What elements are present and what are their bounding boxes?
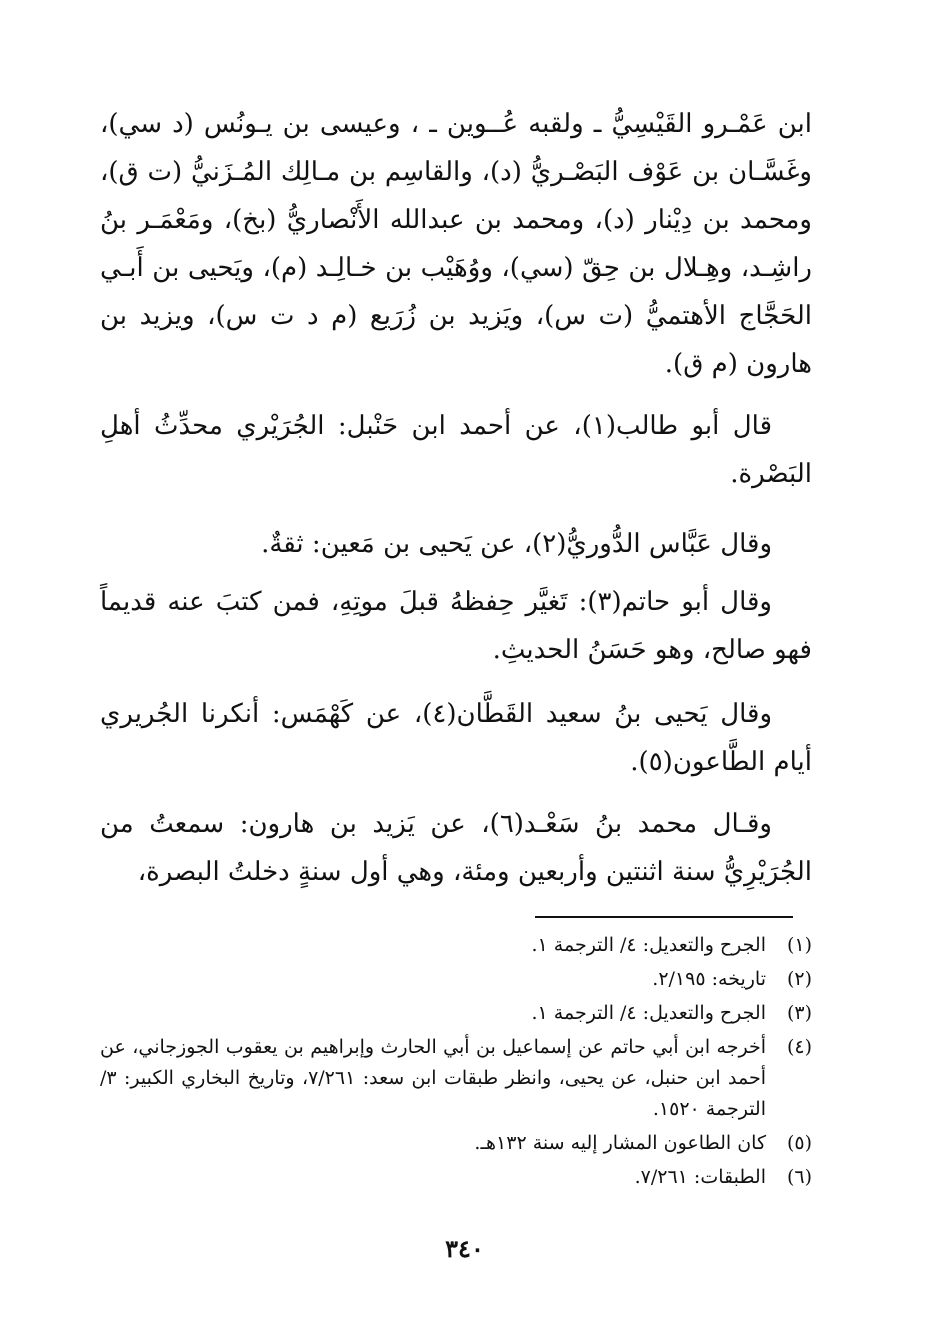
yahya-qattan-paragraph: وقال يَحيى بنُ سعيد القَطَّان(٤)، عن كَهْمَس: أنكرنا الجُريري أيام الطَّاعون(٥). <box>100 699 812 777</box>
footnote-item <box>100 930 812 961</box>
abbas-paragraph: وقال عَبَّاس الدُّوريُّ(٢)، عن يَحيى بن مَعين: ثقةٌ. <box>261 529 772 559</box>
footnote-number: (٦) <box>786 1166 812 1188</box>
footnote-number: (١) <box>786 934 812 956</box>
footnote-item <box>100 1162 812 1193</box>
abu-talib-paragraph: قال أبو طالب(١)، عن أحمد ابن حَنْبل: الجُرَيْري محدِّثُ أهلِ البَصْرة. <box>100 411 812 489</box>
footnote-number: (٥) <box>786 1132 812 1154</box>
footnote-item <box>100 998 812 1029</box>
footnote-divider <box>535 916 793 918</box>
page-number: ٣٤٠ <box>445 1234 484 1263</box>
footnote-item <box>100 1128 812 1159</box>
footnote-text: تاريخه: ٢/١٩٥. <box>652 968 766 990</box>
footnote-text: الطبقات: ٧/٢٦١. <box>634 1166 766 1188</box>
footnote-number: (٣) <box>786 1002 812 1024</box>
footnote-text: أخرجه ابن أبي حاتم عن إسماعيل بن أبي الحارث وإبراهيم بن يعقوب الجوزجاني، عن أحمد ابن حنبل، عن يحيى، وانظر طبقات ابن سعد: ٧/٢٦١، وتاريخ البخاري الكبير: ٣/ الترجمة ١٥٢٠. <box>100 1036 766 1120</box>
ibn-saad-paragraph: وقـال محمد بنُ سَعْـد(٦)، عن يَزيد بن هارون: سمعتُ من الجُرَيْرِيُّ سنة اثنتين وأربعين ومئة، وهي أول سنةٍ دخلتُ البصرة، <box>100 809 812 887</box>
footnote-text: الجرح والتعديل: ٤/ الترجمة ١. <box>531 934 766 956</box>
footnote-text: كان الطاعون المشار إليه سنة ١٣٢هـ. <box>474 1132 766 1154</box>
footnotes-section <box>100 930 812 1196</box>
footnote-text: الجرح والتعديل: ٤/ الترجمة ١. <box>531 1002 766 1024</box>
footnote-number: (٢) <box>786 968 812 990</box>
narrators-paragraph: ابن عَمْـرو القَيْسِيُّ ـ ولقبه عُــوين ـ ، وعيسى بن يـونُس (د سي)، وغَسَّـان بن عَوْف البَصْـريُّ (د)، والقاسِم بن مـالِك المُـزَنيُّ (ت ق)، ومحمد بن دِيْنار (د)، ومحمد بن عبدالله الأَنْصاريُّ (بخ)، ومَعْمَـر بنُ راشِـد، وهِـلال بن حِقّ (سي)، ووُهَيْب بن خـالِـد (م)، ويَحيى بن أَبـي الحَجَّاج الأهتميُّ (ت س)، ويَزيد بن زُرَيع (م د ت س)، ويزيد بن هارون (م ق). <box>100 109 812 379</box>
abu-hatim-paragraph: وقال أبو حاتم(٣): تَغيَّر حِفظهُ قبلَ موتِهِ، فمن كتبَ عنه قديماً فهو صالح، وهو حَسَنُ الحديثِ. <box>100 587 812 665</box>
footnote-number: (٤) <box>786 1036 812 1058</box>
footnote-item <box>100 964 812 995</box>
footnote-item <box>100 1032 812 1125</box>
